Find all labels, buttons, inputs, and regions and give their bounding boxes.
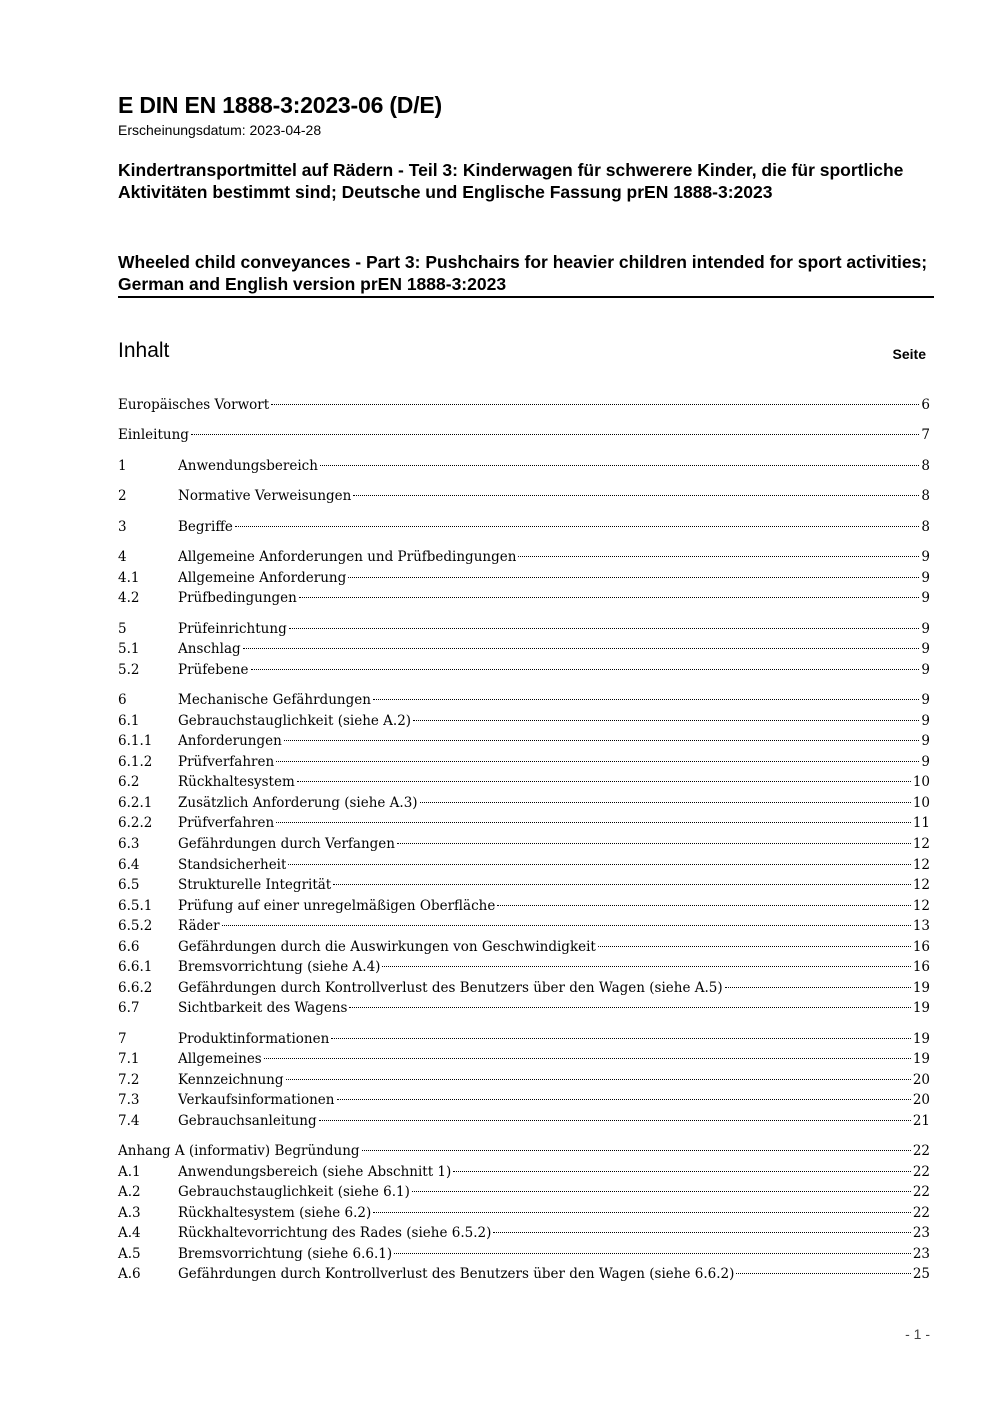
toc-entry-page: 23 (912, 1225, 930, 1241)
toc-dot-leader (453, 1171, 911, 1172)
toc-entry-title: Gefährdungen durch die Auswirkungen von Geschwindigkeit (178, 939, 596, 955)
toc-entry[interactable] (118, 1203, 930, 1223)
toc-entry-number: 6 (118, 692, 127, 708)
toc-entry[interactable] (118, 547, 930, 567)
toc-entry-page: 12 (912, 877, 930, 893)
toc-entry-page: 12 (912, 836, 930, 852)
toc-dot-leader (235, 526, 920, 527)
toc-entry-page: 20 (912, 1092, 930, 1108)
toc-dot-leader (264, 1058, 911, 1059)
toc-entry[interactable] (118, 978, 930, 998)
toc-entry-title: Anwendungsbereich (siehe Abschnitt 1) (178, 1164, 452, 1180)
toc-entry-page: 6 (921, 397, 930, 413)
toc-entry-page: 9 (921, 713, 930, 729)
toc-entry-number: 6.2.1 (118, 795, 153, 811)
toc-entry[interactable] (118, 1070, 930, 1090)
toc-entry-page: 22 (912, 1184, 930, 1200)
toc-entry-page: 25 (912, 1266, 930, 1282)
toc-entry-number: 6.1.2 (118, 754, 153, 770)
toc-entry-title: Allgemeine Anforderungen und Prüfbedingungen (178, 549, 517, 565)
toc-entry[interactable] (118, 1182, 930, 1202)
toc-entry-page: 9 (921, 692, 930, 708)
toc-entry[interactable] (118, 1029, 930, 1049)
toc-entry-title: Anwendungsbereich (178, 458, 318, 474)
toc-entry-number: 5.2 (118, 662, 140, 678)
toc-dot-leader (276, 822, 911, 823)
toc-entry-title: Begriffe (178, 519, 233, 535)
toc-entry[interactable] (118, 711, 930, 731)
toc-entry[interactable] (118, 772, 930, 792)
document-id: E DIN EN 1888-3:2023-06 (D/E) (118, 92, 443, 118)
toc-entry[interactable] (118, 731, 930, 751)
toc-entry[interactable] (118, 456, 930, 476)
toc-entry-title: Produktinformationen (178, 1031, 330, 1047)
toc-entry-page: 11 (912, 815, 930, 831)
toc-entry-page: 9 (921, 754, 930, 770)
toc-entry-number: A.3 (118, 1205, 141, 1221)
toc-entry[interactable] (118, 855, 930, 875)
toc-dot-leader (353, 495, 919, 496)
toc-dot-leader (598, 946, 911, 947)
toc-entry-number: 1 (118, 458, 127, 474)
toc-entry-number: 5 (118, 621, 127, 637)
toc-entry-number: A.1 (118, 1164, 141, 1180)
toc-dot-leader (319, 1120, 911, 1121)
toc-entry-number: 6.3 (118, 836, 140, 852)
toc-dot-leader (331, 1038, 911, 1039)
toc-entry-title: Gefährdungen durch Kontrollverlust des Benutzers über den Wagen (siehe A.5) (178, 980, 723, 996)
page-number: - 1 - (905, 1326, 930, 1342)
toc-entry-page: 12 (912, 898, 930, 914)
toc-entry[interactable] (118, 486, 930, 506)
toc-page-column-label: Seite (892, 346, 926, 362)
toc-dot-leader (413, 720, 919, 721)
toc-entry-page: 12 (912, 857, 930, 873)
toc-entry[interactable] (118, 1264, 930, 1284)
toc-entry-page: 16 (912, 939, 930, 955)
toc-entry-page: 9 (921, 641, 930, 657)
toc-entry-number: 7.4 (118, 1113, 140, 1129)
toc-dot-leader (736, 1273, 910, 1274)
toc-entry-page: 8 (921, 519, 930, 535)
toc-entry-page: 20 (912, 1072, 930, 1088)
toc-entry-title: Anforderungen (178, 733, 282, 749)
toc-entry-title: Einleitung (118, 427, 189, 443)
toc-entry-title: Allgemeine Anforderung (178, 570, 347, 586)
toc-entry-page: 10 (912, 774, 930, 790)
toc-dot-leader (289, 628, 920, 629)
toc-entry[interactable] (118, 834, 930, 854)
toc-entry-title: Bremsvorrichtung (siehe 6.6.1) (178, 1246, 393, 1262)
toc-entry-number: A.5 (118, 1246, 141, 1262)
toc-entry-title: Gebrauchstauglichkeit (siehe 6.1) (178, 1184, 410, 1200)
toc-entry-page: 19 (912, 980, 930, 996)
toc-dot-leader (276, 761, 919, 762)
toc-entry-title: Anschlag (178, 641, 241, 657)
toc-entry[interactable] (118, 998, 930, 1018)
toc-heading: Inhalt (118, 339, 170, 362)
toc-entry-title: Normative Verweisungen (178, 488, 352, 504)
toc-dot-leader (362, 1150, 911, 1151)
toc-entry[interactable] (118, 793, 930, 813)
toc-entry-page: 8 (921, 458, 930, 474)
toc-entry-page: 21 (912, 1113, 930, 1129)
toc-entry-page: 19 (912, 1000, 930, 1016)
toc-entry-page: 22 (912, 1143, 930, 1159)
toc-entry-number: A.6 (118, 1266, 141, 1282)
toc-entry-number: 6.6.1 (118, 959, 153, 975)
toc-entry[interactable] (118, 813, 930, 833)
toc-dot-leader (286, 1079, 911, 1080)
toc-entry[interactable] (118, 660, 930, 680)
toc-entry-title: Prüfung auf einer unregelmäßigen Oberfläche (178, 898, 496, 914)
toc-entry-page: 9 (921, 662, 930, 678)
toc-entry[interactable] (118, 588, 930, 608)
toc-entry-number: 4.2 (118, 590, 140, 606)
toc-entry-title: Sichtbarkeit des Wagens (178, 1000, 348, 1016)
toc-entry-number: 5.1 (118, 641, 140, 657)
toc-dot-leader (222, 925, 911, 926)
toc-dot-leader (412, 1191, 911, 1192)
toc-entry-title: Gebrauchsanleitung (178, 1113, 317, 1129)
toc-entry-number: 6.2.2 (118, 815, 153, 831)
toc-dot-leader (251, 669, 920, 670)
toc-entry[interactable] (118, 896, 930, 916)
toc-entry-number: 3 (118, 519, 127, 535)
toc-entry-page: 9 (921, 570, 930, 586)
toc-entry-number: 6.5.2 (118, 918, 153, 934)
toc-entry-title: Zusätzlich Anforderung (siehe A.3) (178, 795, 418, 811)
toc-entry-page: 10 (912, 795, 930, 811)
toc-entry[interactable] (118, 1111, 930, 1131)
toc-entry[interactable] (118, 1090, 930, 1110)
toc-dot-leader (373, 699, 919, 700)
toc-entry-number: 7.1 (118, 1051, 140, 1067)
toc-entry[interactable] (118, 957, 930, 977)
toc-entry-number: 7.2 (118, 1072, 140, 1088)
toc-entry-number: 6.2 (118, 774, 140, 790)
title-english: Wheeled child conveyances - Part 3: Pushchairs for heavier children intended for sport activities; German and English version prEN 1888-3:2023 (118, 252, 928, 294)
toc-entry-title: Gefährdungen durch Kontrollverlust des Benutzers über den Wagen (siehe 6.6.2) (178, 1266, 735, 1282)
toc-entry-page: 9 (921, 590, 930, 606)
toc-entry-title: Anhang A (informativ) Begründung (118, 1143, 360, 1159)
toc-dot-leader (299, 597, 920, 598)
toc-entry[interactable] (118, 1223, 930, 1243)
toc-entry-title: Prüfverfahren (178, 754, 275, 770)
toc-entry-title: Kennzeichnung (178, 1072, 284, 1088)
toc-dot-leader (271, 404, 919, 405)
toc-entry-page: 22 (912, 1205, 930, 1221)
toc-entry-number: 6.4 (118, 857, 140, 873)
toc-dot-leader (284, 740, 920, 741)
toc-entry[interactable] (118, 395, 930, 415)
toc-entry-title: Gefährdungen durch Verfangen (178, 836, 395, 852)
toc-entry-title: Strukturelle Integrität (178, 877, 332, 893)
toc-entry[interactable] (118, 568, 930, 588)
toc-dot-leader (297, 781, 911, 782)
toc-entry[interactable] (118, 690, 930, 710)
toc-entry[interactable] (118, 639, 930, 659)
toc-entry-number: 6.6 (118, 939, 140, 955)
toc-dot-leader (349, 1007, 910, 1008)
toc-dot-leader (493, 1232, 910, 1233)
toc-entry-number: A.4 (118, 1225, 141, 1241)
toc-entry-page: 22 (912, 1164, 930, 1180)
toc-dot-leader (288, 864, 910, 865)
toc-dot-leader (397, 843, 911, 844)
toc-entry[interactable] (118, 1244, 930, 1264)
toc-entry-title: Rückhaltevorrichtung des Rades (siehe 6.5.2) (178, 1225, 492, 1241)
toc-entry[interactable] (118, 937, 930, 957)
toc-entry-title: Allgemeines (178, 1051, 262, 1067)
toc-dot-leader (725, 987, 911, 988)
toc-entry[interactable] (118, 752, 930, 772)
toc-entry-title: Mechanische Gefährdungen (178, 692, 371, 708)
toc-entry-page: 16 (912, 959, 930, 975)
toc-entry[interactable] (118, 875, 930, 895)
toc-entry-page: 9 (921, 549, 930, 565)
toc-entry[interactable] (118, 1162, 930, 1182)
toc-dot-leader (348, 577, 919, 578)
toc-entry-title: Räder (178, 918, 220, 934)
toc-entry-title: Prüfebene (178, 662, 249, 678)
toc-dot-leader (333, 884, 911, 885)
toc-entry-number: 4 (118, 549, 127, 565)
toc-entry-title: Rückhaltesystem (178, 774, 295, 790)
toc-entry-number: 6.1 (118, 713, 140, 729)
publication-date: Erscheinungsdatum: 2023-04-28 (118, 122, 322, 138)
toc-dot-leader (337, 1099, 911, 1100)
toc-entry-number: 6.7 (118, 1000, 140, 1016)
toc-dot-leader (320, 465, 919, 466)
toc-entry-number: 4.1 (118, 570, 140, 586)
title-divider (118, 296, 934, 298)
toc-entry-page: 8 (921, 488, 930, 504)
toc-dot-leader (243, 648, 920, 649)
toc-dot-leader (394, 1253, 911, 1254)
toc-dot-leader (497, 905, 910, 906)
toc-entry-title: Rückhaltesystem (siehe 6.2) (178, 1205, 372, 1221)
toc-entry-page: 19 (912, 1031, 930, 1047)
toc-entry-page: 19 (912, 1051, 930, 1067)
toc-entry-page: 13 (912, 918, 930, 934)
toc-entry[interactable] (118, 425, 930, 445)
toc-entry-page: 23 (912, 1246, 930, 1262)
toc-entry-title: Bremsvorrichtung (siehe A.4) (178, 959, 381, 975)
toc-dot-leader (191, 434, 919, 435)
toc-entry[interactable] (118, 1049, 930, 1069)
toc-entry-number: A.2 (118, 1184, 141, 1200)
toc-entry-title: Prüfeinrichtung (178, 621, 287, 637)
toc-entry[interactable] (118, 517, 930, 537)
toc-entry-title: Prüfbedingungen (178, 590, 297, 606)
toc-entry-number: 2 (118, 488, 127, 504)
toc-dot-leader (420, 802, 911, 803)
toc-entry-title: Prüfverfahren (178, 815, 275, 831)
toc-entry-number: 6.5.1 (118, 898, 153, 914)
toc-entry-title: Verkaufsinformationen (178, 1092, 335, 1108)
toc-entry-title: Standsicherheit (178, 857, 287, 873)
toc-entry-page: 7 (921, 427, 930, 443)
toc-entry-number: 6.6.2 (118, 980, 153, 996)
toc-entry[interactable] (118, 619, 930, 639)
toc-entry[interactable] (118, 1141, 930, 1161)
toc-entry-number: 7.3 (118, 1092, 140, 1108)
toc-entry-title: Gebrauchstauglichkeit (siehe A.2) (178, 713, 412, 729)
toc-entry[interactable] (118, 916, 930, 936)
toc-dot-leader (373, 1212, 911, 1213)
toc-entry-title: Europäisches Vorwort (118, 397, 270, 413)
title-german: Kindertransportmittel auf Rädern - Teil 3: Kinderwagen für schwerere Kinder, die für sportliche Aktivitäten bestimmt sind; Deutsche und Englische Fassung prEN 1888-3:2023 (118, 160, 904, 202)
toc-dot-leader (518, 556, 919, 557)
toc-entry-number: 6.5 (118, 877, 140, 893)
toc-entry-number: 7 (118, 1031, 127, 1047)
toc-entry-page: 9 (921, 621, 930, 637)
toc-entry-page: 9 (921, 733, 930, 749)
toc-entry-number: 6.1.1 (118, 733, 153, 749)
toc-dot-leader (382, 966, 910, 967)
